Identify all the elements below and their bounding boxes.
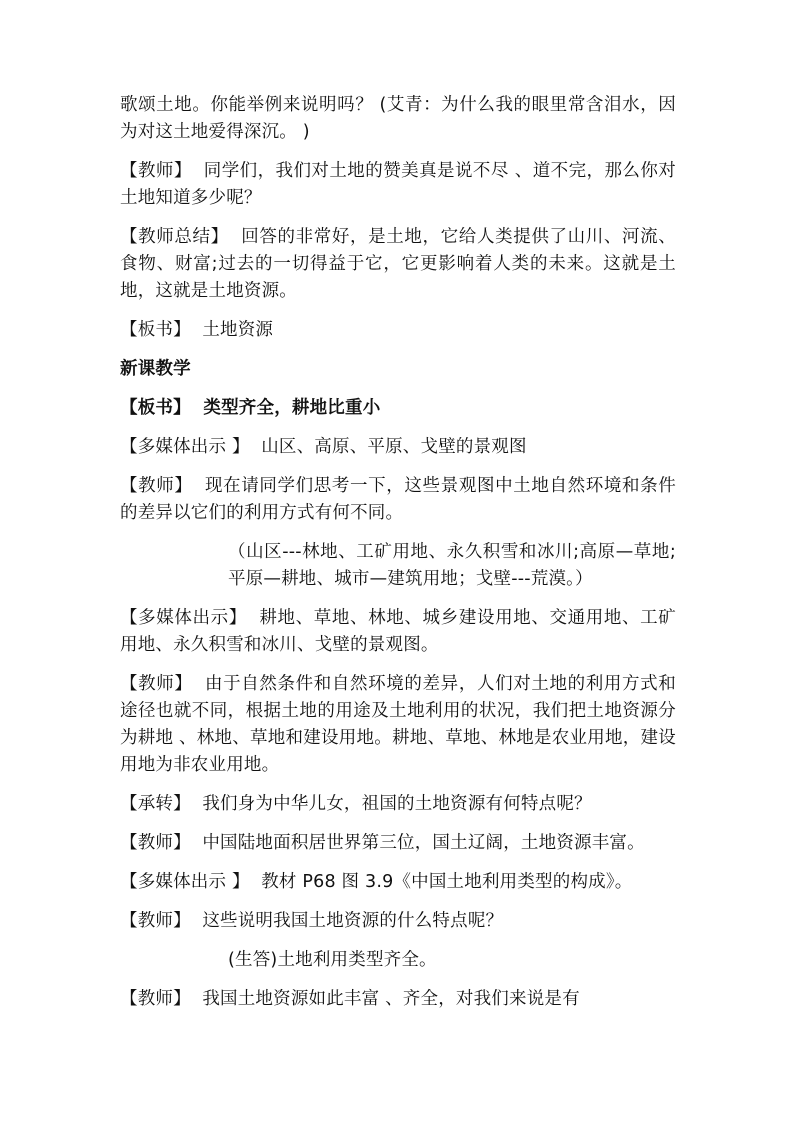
- paragraph: [120, 539, 676, 593]
- paragraph-text: 耕地、草地、林地、城乡建设用地、交通用地、工矿用地、永久积雪和冰川、戈壁的景观图。: [120, 608, 676, 655]
- paragraph-text: 土地资源: [202, 320, 274, 340]
- paragraph: [120, 473, 676, 527]
- paragraph: [120, 434, 676, 461]
- paragraph: [120, 224, 676, 305]
- paragraph-text: 我们身为中华儿女，祖国的土地资源有何特点呢？: [202, 794, 592, 814]
- paragraph-text: 这些说明我国土地资源的什么特点呢？: [202, 911, 504, 931]
- paragraph-text: 同学们，我们对土地的赞美真是说不尽 、道不完，那么你对土地知道多少呢？: [120, 161, 677, 208]
- paragraph-text: 回答的非常好，是土地，它给人类提供了山川、河流、食物、财富;过去的一切得益于它，它更影响着人类的未来。这就是土地，这就是土地资源。: [120, 227, 676, 301]
- speaker-tag: 【多媒体出示】: [120, 608, 260, 628]
- section-heading: [120, 356, 676, 383]
- speaker-tag: 【教师】: [120, 911, 203, 931]
- speaker-tag: 【承转】: [120, 794, 203, 814]
- speaker-tag: 【板书】: [120, 398, 204, 418]
- paragraph-text: （山区---林地、工矿用地、永久积雪和冰川;高原—草地;平原—耕地、城市—建筑用地；戈壁---荒漠。）: [228, 542, 676, 589]
- paragraph: [120, 908, 676, 935]
- paragraph-text: 现在请同学们思考一下，这些景观图中土地自然环境和条件的差异以它们的利用方式有何不同。: [120, 476, 676, 523]
- speaker-tag: 【教师总结】: [120, 227, 242, 247]
- paragraph: [120, 158, 676, 212]
- speaker-tag: 【教师】: [120, 674, 205, 694]
- speaker-tag: 【板书】: [120, 320, 203, 340]
- paragraph: [120, 869, 676, 896]
- paragraph: [120, 671, 676, 779]
- paragraph-text: (生答)土地利用类型齐全。: [228, 950, 437, 970]
- paragraph-text: 山区、高原、平原、戈壁的景观图: [261, 437, 527, 457]
- paragraph: [120, 317, 676, 344]
- paragraph: [120, 791, 676, 818]
- paragraph: [120, 605, 676, 659]
- speaker-tag: 【教师】: [120, 989, 203, 1009]
- speaker-tag: 【教师】: [120, 833, 203, 853]
- paragraph-text: 类型齐全，耕地比重小: [203, 398, 381, 418]
- speaker-tag: 【教师】: [120, 161, 204, 181]
- paragraph: [120, 395, 676, 422]
- speaker-tag: 【多媒体出示 】: [120, 437, 262, 457]
- paragraph-text: 我国土地资源如此丰富 、齐全，对我们来说是有: [202, 989, 580, 1009]
- paragraph-text: 歌颂土地。你能举例来说明吗？ (艾青：为什么我的眼里常含泪水，因为对这土地爱得深沉。 ): [120, 95, 676, 142]
- paragraph: [120, 830, 676, 857]
- paragraph-text: 教材 P68 图 3.9《中国土地利用类型的构成》。: [261, 872, 633, 892]
- paragraph-text: 中国陆地面积居世界第三位，国土辽阔，土地资源丰富。: [202, 833, 645, 853]
- paragraph-text: 由于自然条件和自然环境的差异，人们对土地的利用方式和途径也就不同，根据土地的用途及土地利用的状况，我们把土地资源分为耕地 、林地、草地和建设用地。耕地、草地、林地是农业用地，建设用地为非农业用地。: [120, 674, 676, 775]
- speaker-tag: 【多媒体出示 】: [120, 872, 262, 892]
- paragraph-text: 新课教学: [120, 359, 191, 379]
- paragraph: [120, 947, 676, 974]
- paragraph: [120, 986, 676, 1013]
- speaker-tag: 【教师】: [120, 476, 205, 496]
- paragraph: [120, 92, 676, 146]
- document-body: [120, 92, 676, 1025]
